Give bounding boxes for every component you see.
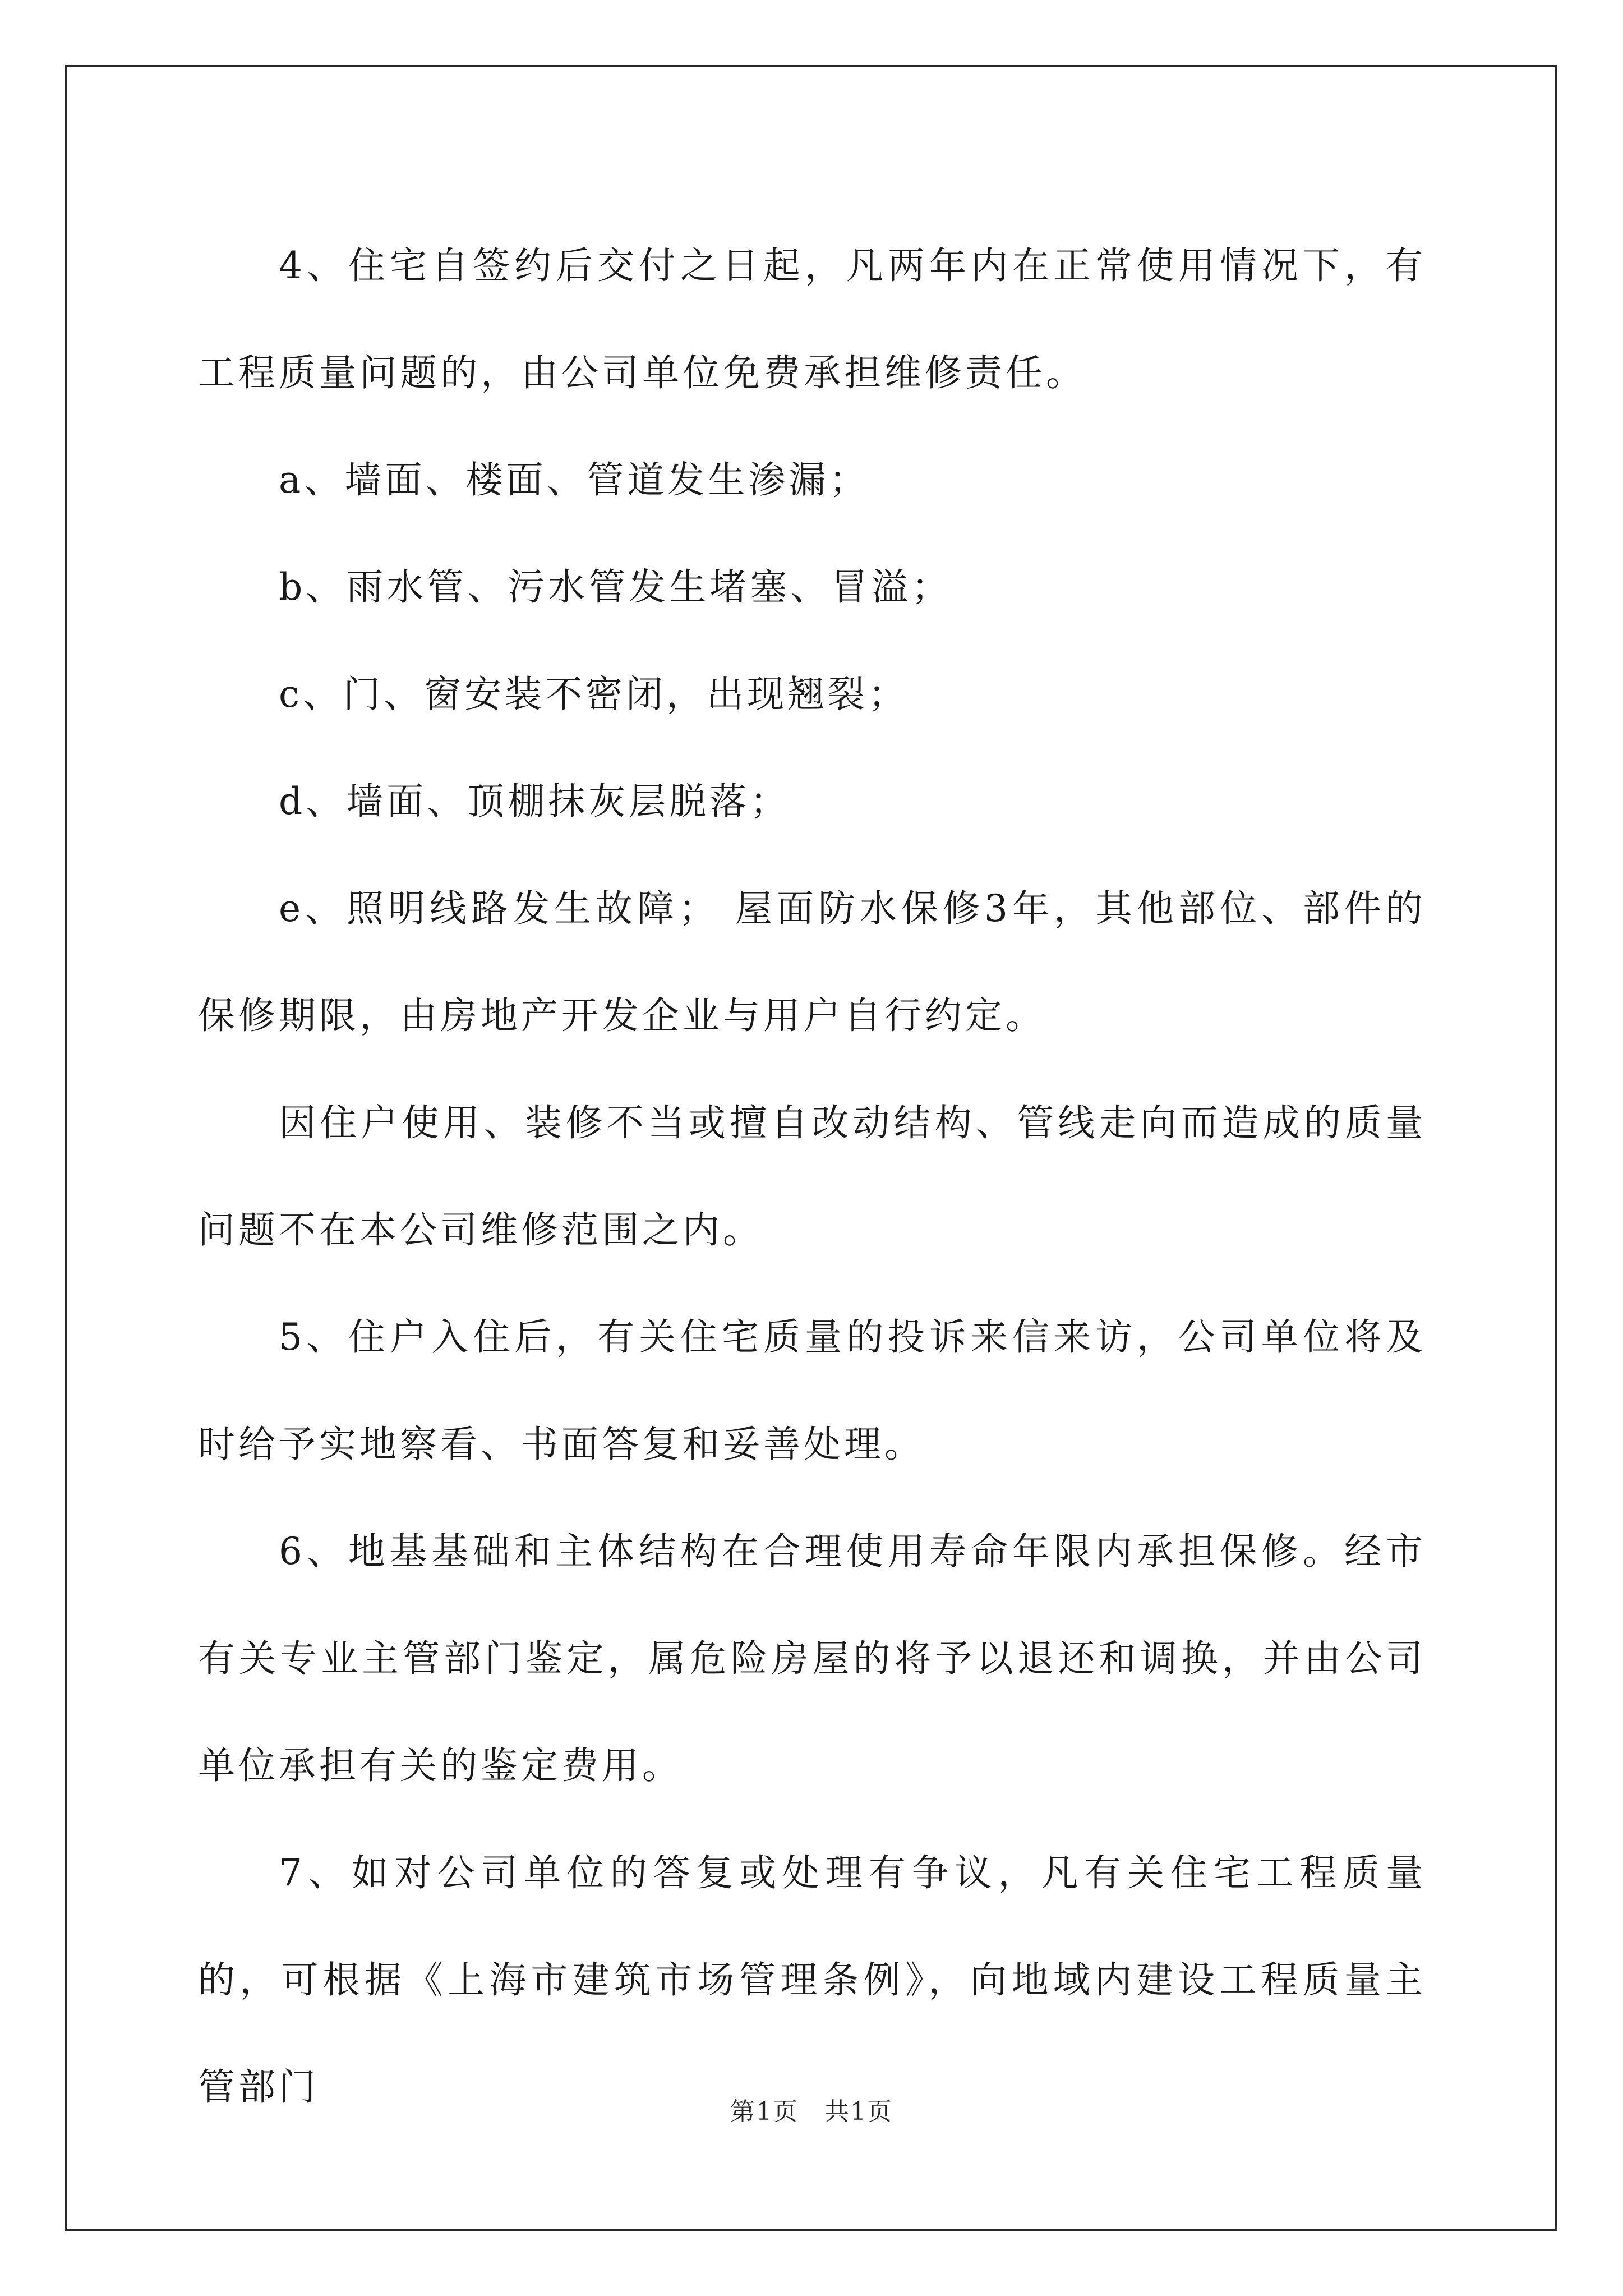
document-body — [198, 212, 1426, 2141]
paragraph-item-a: a、墙面、楼面、管道发生渗漏； — [279, 458, 870, 501]
paragraph-item-5: 5、住户入住后，有关住宅质量的投诉来信来访，公司单位将及时给予实地察看、书面答复和妥善处理。 — [198, 1315, 1426, 1466]
paragraph-item-c: c、门、窗安装不密闭，出现翘裂； — [279, 673, 909, 716]
paragraph-item-e: e、照明线路发生故障； 屋面防水保修3年，其他部位、部件的保修期限，由房地产开发企业与用户自行约定。 — [198, 887, 1426, 1037]
paragraph-item-b: b、雨水管、污水管发生堵塞、冒溢； — [279, 565, 952, 609]
paragraph-item-7: 7、如对公司单位的答复或处理有争议，凡有关住宅工程质量的，可根据《上海市建筑市场管理条例》，向地域内建设工程质量主管部门 — [198, 1851, 1426, 2109]
paragraph-item-d: d、墙面、顶棚抹灰层脱落； — [279, 780, 791, 823]
paragraph-exclusion: 因住户使用、装修不当或擅自改动结构、管线走向而造成的质量问题不在本公司维修范围之内。 — [198, 1101, 1426, 1251]
page-number-footer: 第1页 共1页 — [730, 2097, 893, 2126]
paragraph-item-4: 4、住宅自签约后交付之日起，凡两年内在正常使用情况下，有工程质量问题的，由公司单位免费承担维修责任。 — [198, 244, 1426, 394]
paragraph-item-6: 6、地基基础和主体结构在合理使用寿命年限内承担保修。经市有关专业主管部门鉴定，属危险房屋的将予以退还和调换，并由公司单位承担有关的鉴定费用。 — [198, 1530, 1426, 1787]
